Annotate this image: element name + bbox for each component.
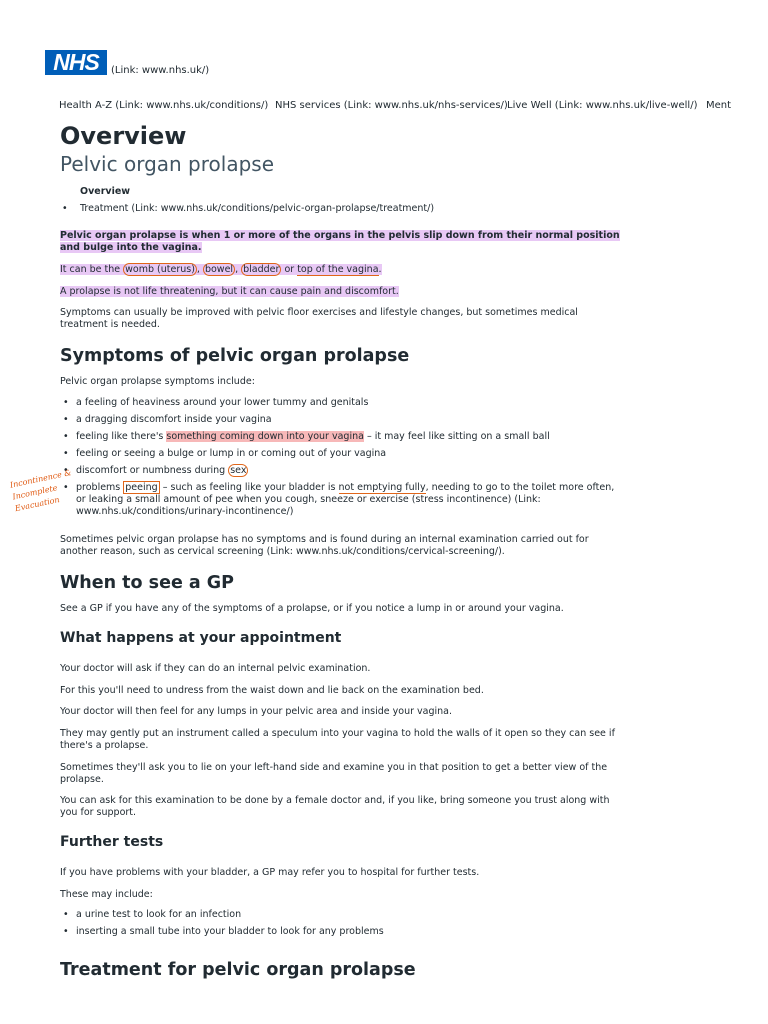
test-1: a urine test to look for an infection bbox=[76, 909, 242, 920]
appointment-p2: For this you'll need to undress from the waist down and lie back on the examination bed. bbox=[60, 685, 484, 696]
nav-live-well[interactable]: Live Well (Link: www.nhs.uk/live-well/) bbox=[507, 100, 698, 111]
contents-current: Overview bbox=[80, 186, 131, 197]
intro-paragraph-1 bbox=[60, 230, 626, 254]
symptom-2: a dragging discomfort inside your vagina bbox=[76, 414, 272, 425]
tests-list bbox=[60, 909, 640, 938]
top-of-vagina-text: top of the vagina bbox=[297, 264, 379, 275]
treatment-heading: Treatment for pelvic organ prolapse bbox=[60, 960, 416, 980]
tests-heading: Further tests bbox=[60, 834, 164, 850]
appointment-p4: They may gently put an instrument called a speculum into your vagina to hold the walls of it open so they can see if there's a prolapse. bbox=[60, 728, 615, 751]
not-emptying-underlined: not emptying fully bbox=[338, 482, 426, 493]
symptom-5-pre: discomfort or numbness during bbox=[76, 465, 229, 476]
list-item bbox=[60, 397, 640, 409]
page-title: Overview bbox=[60, 122, 187, 150]
intro-p2-highlight bbox=[60, 264, 382, 275]
appointment-heading: What happens at your appointment bbox=[60, 630, 342, 646]
bladder-link[interactable]: bladder bbox=[243, 264, 280, 275]
intro-p2-sep2: , bbox=[235, 264, 242, 275]
list-item bbox=[60, 482, 626, 518]
contents-bullet: • bbox=[62, 203, 68, 214]
gp-heading: When to see a GP bbox=[60, 573, 235, 593]
appointment-p3: Your doctor will then feel for any lumps in your pelvic area and inside your vagina. bbox=[60, 706, 453, 717]
peeing-boxed: peeing bbox=[125, 482, 158, 493]
symptom-4: feeling or seeing a bulge or lump in or coming out of your vagina bbox=[76, 448, 387, 459]
symptom-6-mid: – such as feeling like your bladder is bbox=[159, 482, 339, 493]
nav-health-a-z[interactable]: Health A-Z (Link: www.nhs.uk/conditions/) bbox=[59, 100, 269, 111]
intro-p2-or: or bbox=[281, 264, 298, 275]
symptom-1: a feeling of heaviness around your lower tummy and genitals bbox=[76, 397, 369, 408]
symptom-3-post: – it may feel like sitting on a small ball bbox=[363, 431, 550, 442]
intro-p1-text: Pelvic organ prolapse is when 1 or more of the organs in the pelvis slip down from their normal position and bulge into the vagina. bbox=[60, 230, 620, 253]
womb-link[interactable]: womb (uterus) bbox=[125, 264, 195, 275]
list-item bbox=[60, 431, 640, 443]
symptoms-after: Sometimes pelvic organ prolapse has no symptoms and is found during an internal examination carried out for another reason, such as cervical screening (Link: www.nhs.uk/conditions/cervical-screening/). bbox=[60, 534, 589, 557]
list-item bbox=[60, 448, 640, 460]
symptom-3-highlight: something coming down into your vagina bbox=[166, 431, 364, 442]
intro-p3-text: A prolapse is not life threatening, but it can cause pain and discomfort. bbox=[60, 286, 399, 297]
appointment-p1: Your doctor will ask if they can do an internal pelvic examination. bbox=[60, 663, 371, 674]
page-subtitle: Pelvic organ prolapse bbox=[60, 152, 274, 176]
nhs-logo[interactable]: NHS bbox=[45, 50, 107, 75]
list-item bbox=[60, 926, 640, 938]
intro-paragraph-3 bbox=[60, 286, 626, 298]
nav-nhs-services[interactable]: NHS services (Link: www.nhs.uk/nhs-services/) bbox=[275, 100, 508, 111]
gp-paragraph: See a GP if you have any of the symptoms of a prolapse, or if you notice a lump in or around your vagina. bbox=[60, 603, 564, 614]
logo-link-text[interactable]: (Link: www.nhs.uk/) bbox=[111, 65, 210, 76]
symptom-6-pre: problems bbox=[76, 482, 124, 493]
appointment-p5: Sometimes they'll ask you to lie on your left-hand side and examine you in that position to get a better view of the prolapse. bbox=[60, 762, 608, 785]
symptoms-list bbox=[60, 397, 640, 518]
appointment-p6: You can ask for this examination to be done by a female doctor and, if you like, bring someone you trust along with you for support. bbox=[60, 795, 610, 818]
symptom-3-pre: feeling like there's bbox=[76, 431, 167, 442]
symptoms-heading: Symptoms of pelvic organ prolapse bbox=[60, 346, 410, 366]
handwritten-annotation: Incontinence & Incomplete Evacuation bbox=[9, 467, 73, 514]
contents-link-treatment[interactable]: Treatment (Link: www.nhs.uk/conditions/pelvic-organ-prolapse/treatment/) bbox=[80, 203, 435, 214]
list-item bbox=[60, 414, 640, 426]
nav-mental-health[interactable]: Ment bbox=[706, 100, 732, 111]
list-item bbox=[60, 465, 640, 477]
intro-paragraph-4: Symptoms can usually be improved with pelvic floor exercises and lifestyle changes, but sometimes medical treatment is needed. bbox=[60, 307, 578, 330]
bowel-link[interactable]: bowel bbox=[204, 264, 234, 275]
tests-p1: If you have problems with your bladder, a GP may refer you to hospital for further tests. bbox=[60, 867, 480, 878]
test-2: inserting a small tube into your bladder to look for any problems bbox=[76, 926, 384, 937]
list-item bbox=[60, 909, 640, 921]
tests-p2: These may include: bbox=[60, 889, 153, 900]
symptom-6-post[interactable]: , needing to go to the toilet more often, or leaking a small amount of pee when you cough, sneeze or exercise (stress incontinence) (Link: www.nhs.uk/conditions/urinary-incontinence/) bbox=[76, 482, 615, 517]
intro-p2-sep1: , bbox=[196, 264, 203, 275]
intro-p2-end: . bbox=[378, 264, 382, 275]
intro-paragraph-2 bbox=[60, 264, 626, 276]
symptoms-intro: Pelvic organ prolapse symptoms include: bbox=[60, 376, 255, 387]
intro-p2-pre: It can be the bbox=[60, 264, 124, 275]
sex-circled: sex bbox=[230, 465, 247, 476]
